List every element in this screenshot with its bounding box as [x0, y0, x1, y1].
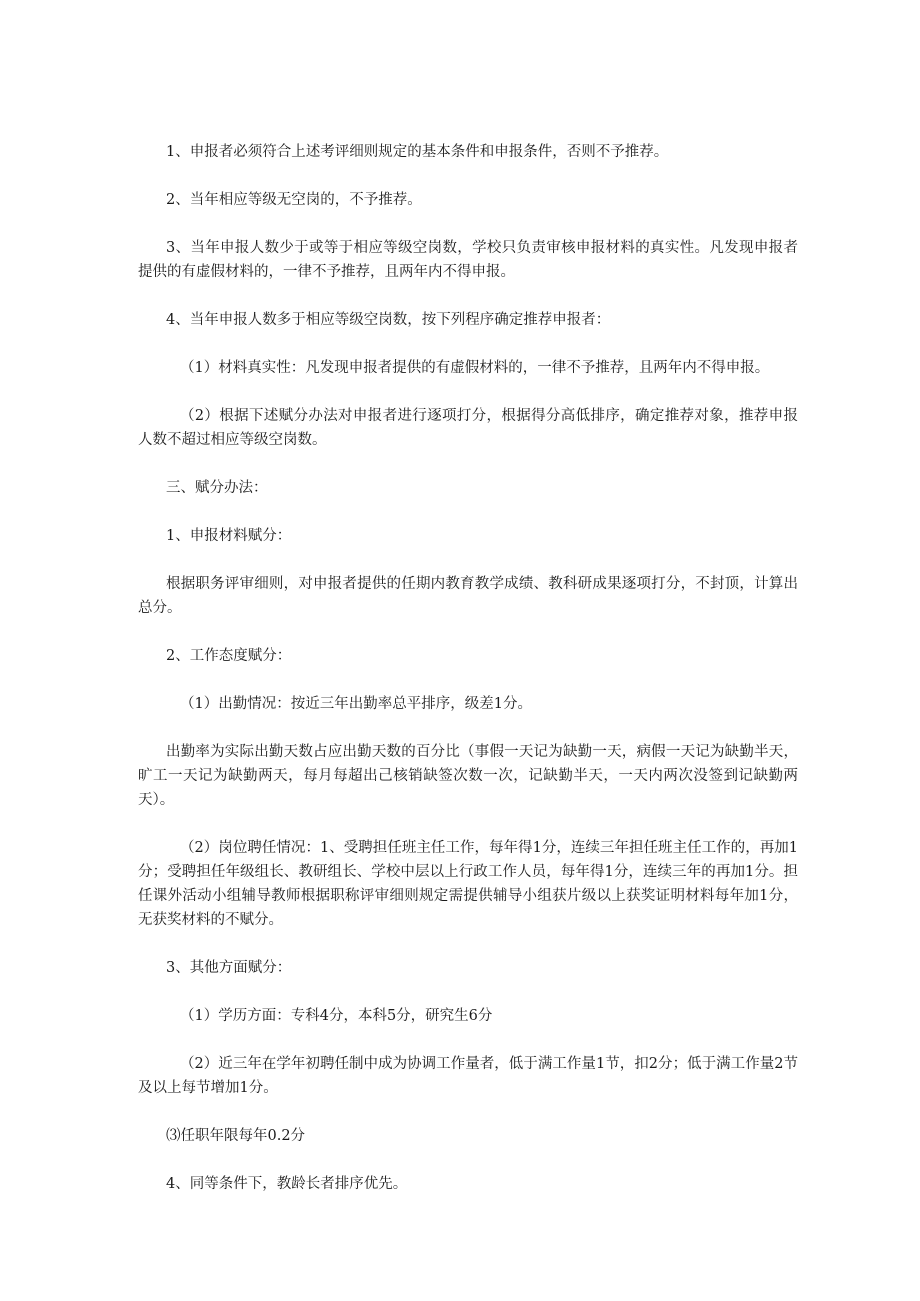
paragraph-rule-4-item-2: （2）根据下述赋分办法对申报者进行逐项打分，根据得分高低排序，确定推荐对象，推荐申报人数不超过相应等级空岗数。 [138, 408, 798, 448]
paragraph-scoring-2-item-1: （1）出勤情况：按近三年出勤率总平排序，级差1分。 [180, 696, 532, 712]
paragraph-scoring-3-item-1: （1）学历方面：专科4分，本科5分，研究生6分 [180, 1008, 493, 1024]
paragraph-scoring-1: 1、申报材料赋分： [166, 528, 292, 544]
paragraph-scoring-2-item-2: （2）岗位聘任情况：1、受聘担任班主任工作，每年得1分，连续三年担任班主任工作的，再加1分；受聘担任年级组长、教研组长、学校中层以上行政工作人员，每年得1分，连续三年的再加1分。担任课外活动小组辅导教师根据职称评审细则规定需提供辅导小组获片级以上获奖证明材料每年加1分，无获奖材料的不赋分。 [138, 840, 798, 928]
paragraph-scoring-3-item-2: （2）近三年在学年初聘任制中成为协调工作量者，低于满工作量1节，扣2分；低于满工作量2节及以上每节增加1分。 [138, 1056, 798, 1096]
paragraph-scoring-2: 2、工作态度赋分： [166, 648, 292, 664]
paragraph-scoring-3: 3、其他方面赋分： [166, 960, 292, 976]
paragraph-scoring-3-item-3: ⑶任职年限每年0.2分 [166, 1128, 306, 1144]
paragraph-rule-tiebreak: 4、同等条件下，教龄长者排序优先。 [166, 1176, 408, 1192]
paragraph-rule-3: 3、当年申报人数少于或等于相应等级空岗数，学校只负责审核申报材料的真实性。凡发现申报者提供的有虚假材料的，一律不予推荐，且两年内不得申报。 [138, 240, 798, 280]
paragraph-attendance-detail: 出勤率为实际出勤天数占应出勤天数的百分比（事假一天记为缺勤一天，病假一天记为缺勤半天，旷工一天记为缺勤两天，每月每超出己核销缺签次数一次，记缺勤半天，一天内两次没签到记缺勤两天）。 [138, 744, 798, 808]
paragraph-rule-2: 2、当年相应等级无空岗的，不予推荐。 [166, 192, 422, 208]
paragraph-scoring-1-detail: 根据职务评审细则，对申报者提供的任期内教育教学成绩、教科研成果逐项打分，不封顶，计算出总分。 [138, 576, 798, 616]
section-heading-scoring: 三、赋分办法： [166, 480, 268, 496]
paragraph-rule-1: 1、申报者必须符合上述考评细则规定的基本条件和申报条件，否则不予推荐。 [166, 144, 669, 160]
paragraph-rule-4-item-1: （1）材料真实性：凡发现申报者提供的有虚假材料的，一律不予推荐，且两年内不得申报。 [180, 360, 770, 376]
paragraph-rule-4: 4、当年申报人数多于相应等级空岗数，按下列程序确定推荐申报者： [166, 312, 611, 328]
